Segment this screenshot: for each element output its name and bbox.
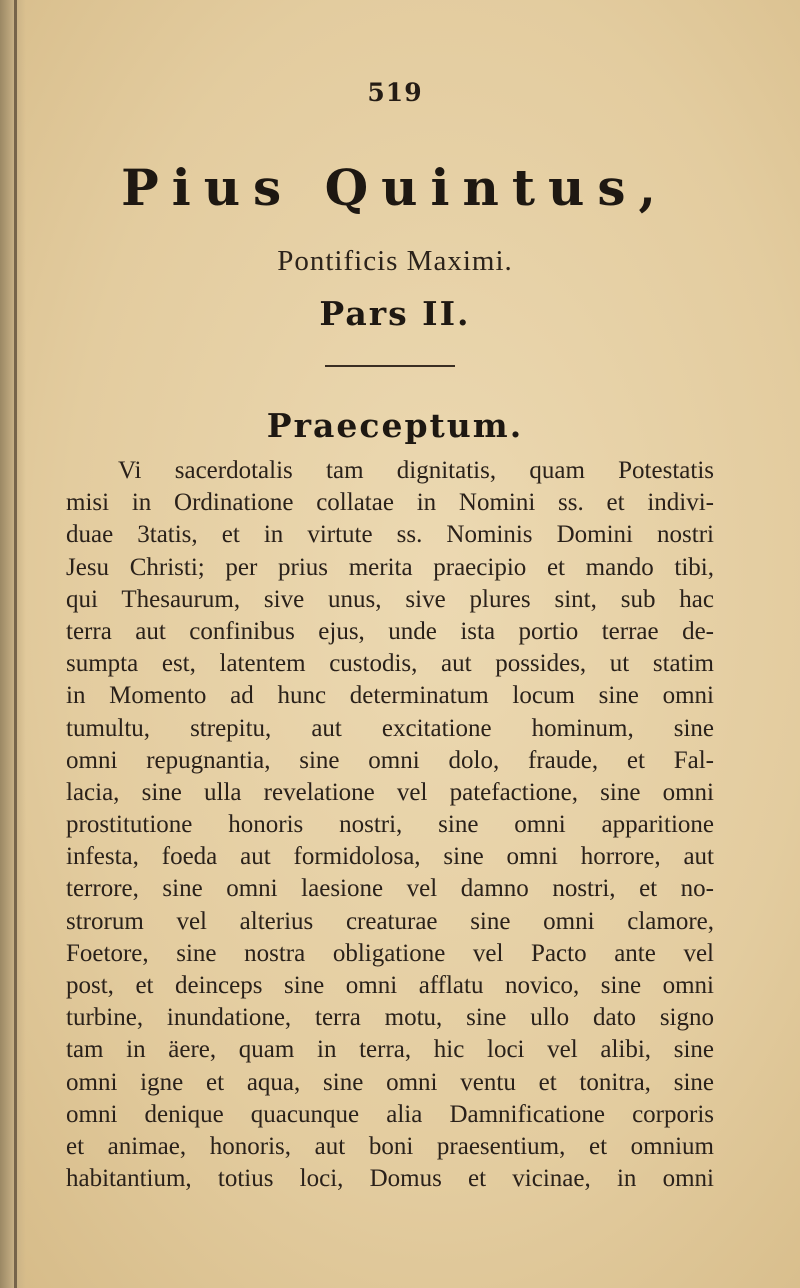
text-line: omni repugnantia, sine omni dolo, fraude, et Fal- [66,746,714,774]
page-number: 519 [367,78,423,107]
text-line: infesta, foeda aut formidolosa, sine omni horrore, aut [66,843,714,871]
text-line: strorum vel alterius creaturae sine omni clamore, [66,907,714,935]
text-line: Vi sacerdotalis tam dignitatis, quam Potestatis [118,457,714,484]
text-line: in Momento ad hunc determinatum locum sine omni [66,682,714,710]
part-label: Pars II. [319,294,471,333]
text-line: duae 3tatis, et in virtute ss. Nominis Domini nostri [66,521,714,549]
text-line: sumpta est, latentem custodis, aut possides, ut statim [66,650,714,678]
text-line: et animae, honoris, aut boni praesentium, et omnium [66,1132,714,1160]
text-line: qui Thesaurum, sive unus, sive plures sint, sub hac [66,585,714,613]
text-line: terrore, sine omni laesione vel damno nostri, et no- [66,875,714,903]
page-title: Pius Quintus, [121,158,669,217]
text-line: tumultu, strepitu, aut excitatione hominum, sine [66,714,714,742]
text-line: lacia, sine ulla revelatione vel patefactione, sine omni [66,778,714,806]
text-line: habitantium, totius loci, Domus et vicinae, in omni [66,1165,714,1193]
text-line: post, et deinceps sine omni afflatu novico, sine omni [66,972,714,999]
body-text [66,455,714,1195]
text-line: prostitutione honoris nostri, sine omni apparitione [66,811,714,839]
text-line: turbine, inundatione, terra motu, sine ullo dato signo [66,1004,714,1032]
page-subtitle: Pontificis Maximi. [277,245,513,277]
section-divider [325,365,455,367]
text-line: terra aut confinibus ejus, unde ista portio terrae de- [66,617,714,645]
section-heading: Praeceptum. [266,406,524,445]
text-line: tam in äere, quam in terra, hic loci vel alibi, sine [66,1036,714,1064]
text-line: Jesu Christi; per prius merita praecipio et mando tibi, [66,553,714,581]
text-line: Foetore, sine nostra obligatione vel Pacto ante vel [66,939,714,967]
text-line: misi in Ordinatione collatae in Nomini ss. et indivi- [66,489,714,517]
text-line: omni denique quacunque alia Damnificatione corporis [66,1100,714,1128]
text-line: omni igne et aqua, sine omni ventu et tonitra, sine [66,1068,714,1096]
